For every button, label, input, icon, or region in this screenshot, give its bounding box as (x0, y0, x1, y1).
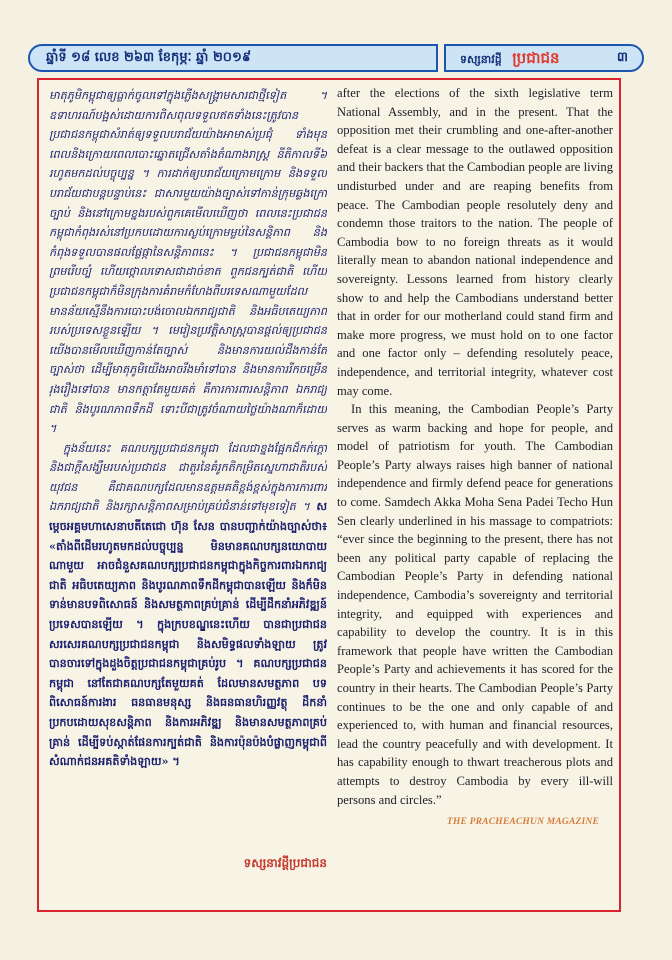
magazine-prefix: ទស្សនាវដ្តី (460, 53, 502, 66)
english-column (337, 84, 613, 908)
page-number: ៣ (616, 50, 628, 65)
page-header (28, 44, 644, 72)
issue-info-banner (28, 44, 438, 72)
magazine-title-banner (444, 44, 644, 72)
khmer-paragraph-2 (49, 439, 327, 772)
khmer-column (49, 86, 327, 906)
khmer-paragraph-2-start: ក្នុងន័យនេះ គណបក្សប្រជាជនកម្ពុជា ដែលជាខ្នងផ្អែកដ៏កក់ក្ដៅ និងជាក្តីសង្ឃឹមរបស់ប្រជាជន ជាតួរនៃគំរូកតិកម្រិតស្នេហាជាតិរបស់យុវជន គឺជាគណបក្សដែលមានឧត្តមគតិខ្ពង់ខ្ពស់ក្នុងការការពារឯករាជ្យជាតិ និងរក្សាសន្តិភាពសម្រាប់គ្រប់ជំនាន់ទៅមុខទៀត ។ (49, 441, 327, 514)
english-paragraph-1: after the elections of the sixth legislative term National Assembly, and in the present. That the opposition met their crumbling and one-after-another defeat is a clear message to the outlawed opposition and their backers that the Cambodian people are living undisturbed under and are reaping benefits from peace. The Cambodian people resolutely deny and condemn those traitors to the nation. The people of Cambodia bow to no foreign threats as it would literally mean to abandon national independence and sovereignty. Lessons learned from history clearly show to and help the Cambodians understand better that in order for our motherland could stand firm and make more progress, we must hold on to one factor and one factor only – defending resolutely peace, independence, and territorial integrity, whatever cost may come. (337, 86, 613, 398)
magazine-name: ប្រជាជន (512, 49, 560, 67)
khmer-signature: ទស្សនាវដ្តីប្រជាជន (243, 856, 327, 870)
khmer-paragraph-1: មាតុភូមិកម្ពុជាឲ្យធ្លាក់ចូលទៅក្នុងភ្លើងសង្គ្រាមសារជាថ្មីទៀត ។ ឧទាហរណ៍បង្អស់ដោយការពិសពុលទទួលឥតទាំងនេះត្រូវបានប្រជាជនកម្ពុជាសំរាត់ឲ្យទទួលបរាជ័យយ៉ាងអាមាស់ប្រជុំ ទាំងមុនពេលនិងក្រោយពេលបោះឆ្នោតជ្រើសតាំងតំណាងរាស្ត្រ នីតិកាលទី៦ រហូតមកដល់បច្ចុប្បន្ន ។ ការដាក់ឲ្យបរាជ័យក្រោមក្រោម និងទទួលបរាជ័យជាបន្តបន្ទាប់នេះ ជាសារមួយយ៉ាងច្បាស់ទៅកាន់ក្រុមឆ្លងក្រៅច្បាប់ និងនៅក្រោមខ្នងរបស់ពួកគេមើលឃើញថា ពេលនេះប្រជាជនកម្ពុជាកំពុងរស់នៅប្រកបដោយការស្ងប់ក្រោមម្លប់នៃសន្តិភាព និងកំពុងទទួលបានផលផ្លែផ្កានៃសន្តិភាពនេះ ។ ប្រជាជនកម្ពុជាមិនព្រមរើបច្បំ ហើយថ្កោលទោសជាដាច់ខាត ពួកជនក្បត់ជាតិ ហើយប្រជាជនកម្ពុជាក៏មិនក្រុងការគំរាមកំហែងពីបរទេសណាមួយដែលមានន័យស្មើនឹងការបោះបង់ចោលឯករាជ្យជាតិ និងអធិបតេយ្យភាពរបស់ប្រទេសខ្លួនឡើយ ។ មេរៀនប្រវត្តិសាស្ត្របានផ្ដល់ឲ្យប្រជាជនយើងបានមើលឃើញកាន់តែច្បាស់ និងមានការយល់ដឹងកាន់តែច្បាស់ថា ដើម្បីមាតុភូមិយើងអាចរឹងមាំទៅបាន និងមានការរីកចម្រើនរុងរឿងទៅបាន មានកត្តាតែមួយគត់ គឺការការពារសន្តិភាព ឯករាជ្យជាតិ និងបូរណភាពទឹកដី ទោះបីជាត្រូវចំណាយថ្លៃយ៉ាងណាក៏ដោយ ។ (49, 89, 327, 436)
article-frame (37, 78, 621, 912)
khmer-paragraph-2-quote: សម្តេចអគ្គមហាសេនាបតីតេជោ ហ៊ុន សែន បានបញ្ជាក់យ៉ាងច្បាស់ថា៖ «តាំងពីដើមរហូតមកដល់បច្ចុប្បន្ន មិនមានគណបក្សនយោបាយណាមួយ អាចជំនួសគណបក្សប្រជាជនកម្ពុជាក្នុងកិច្ចការពារឯករាជ្យជាតិ អធិបតេយ្យភាព និងបូរណភាពទឹកដីកម្ពុជាបានឡើយ និងក៏មិនទាន់មានបទពិសោធន៍ និងសមត្ថភាពគ្រប់គ្រាន់ ដើម្បីដឹកនាំអភិវឌ្ឍន៍ប្រទេសបានឡើយ ។ ក្នុងក្របខណ្ឌនេះហើយ បានជាប្រជាជនសរសេរគណបក្សប្រជាជនកម្ពុជា និងសមិទ្ធផលទាំងឡាយ ត្រូវបានចារទៅក្នុងដួងចិត្តប្រជាជនកម្ពុជាគ្រប់រូប ។ គណបក្សប្រជាជនកម្ពុជា នៅតែជាគណបក្សតែមួយគត់ ដែលមានសមត្ថភាព បទពិសោធន៍ការងារ ធនធានមនុស្ស និងធនធានហិរញ្ញវត្ថុ ដឹកនាំប្រកបដោយសុខសន្តិភាព និងការអភិវឌ្ឍ និងមានសមត្ថភាពគ្រប់គ្រាន់ ដើម្បីទប់ស្កាត់ផែនការក្បត់ជាតិ និងការប៉ុនប៉ងបំផ្លាញកម្ពុជាពីសំណាក់ជនអគតិទាំងឡាយ» ។ (49, 499, 327, 769)
english-paragraph-2: In this meaning, the Cambodian People’s Party serves as warm backing and hope for people, and model of patriotism for youth. The Cambodian People’s Party always raises high banner of national independence and firmly defend peace for generations to come. Samdech Akka Moha Sena Padei Techo Hun Sen clearly underlined in his massage to compatriots: “ever since the beginning to the present, there has not been any political party capable of replacing the Cambodian People’s Party in defending national independence, Cambodia’s sovereignty and territorial integrity, and equipped with experiences and capability to develop the country. It is in this framework that people have written the Cambodian People’s Party and achievements it has scored for the country in their hearts. The Cambodian People’s Party continues to be the one and only capable of and experienced to, with human and financial resources, lead the country peacefully and with development. It has capability enough to thwart treacherous plots and attempts to destroy Cambodia by every ill-will persons and circles.” (337, 402, 613, 807)
magazine-source-credit: THE PRACHEACHUN MAGAZINE (446, 817, 599, 828)
issue-line: ឆ្នាំទី ១៨ លេខ ២៦៣ ខែកុម្ភៈ ឆ្នាំ ២០១៩ (46, 50, 252, 65)
